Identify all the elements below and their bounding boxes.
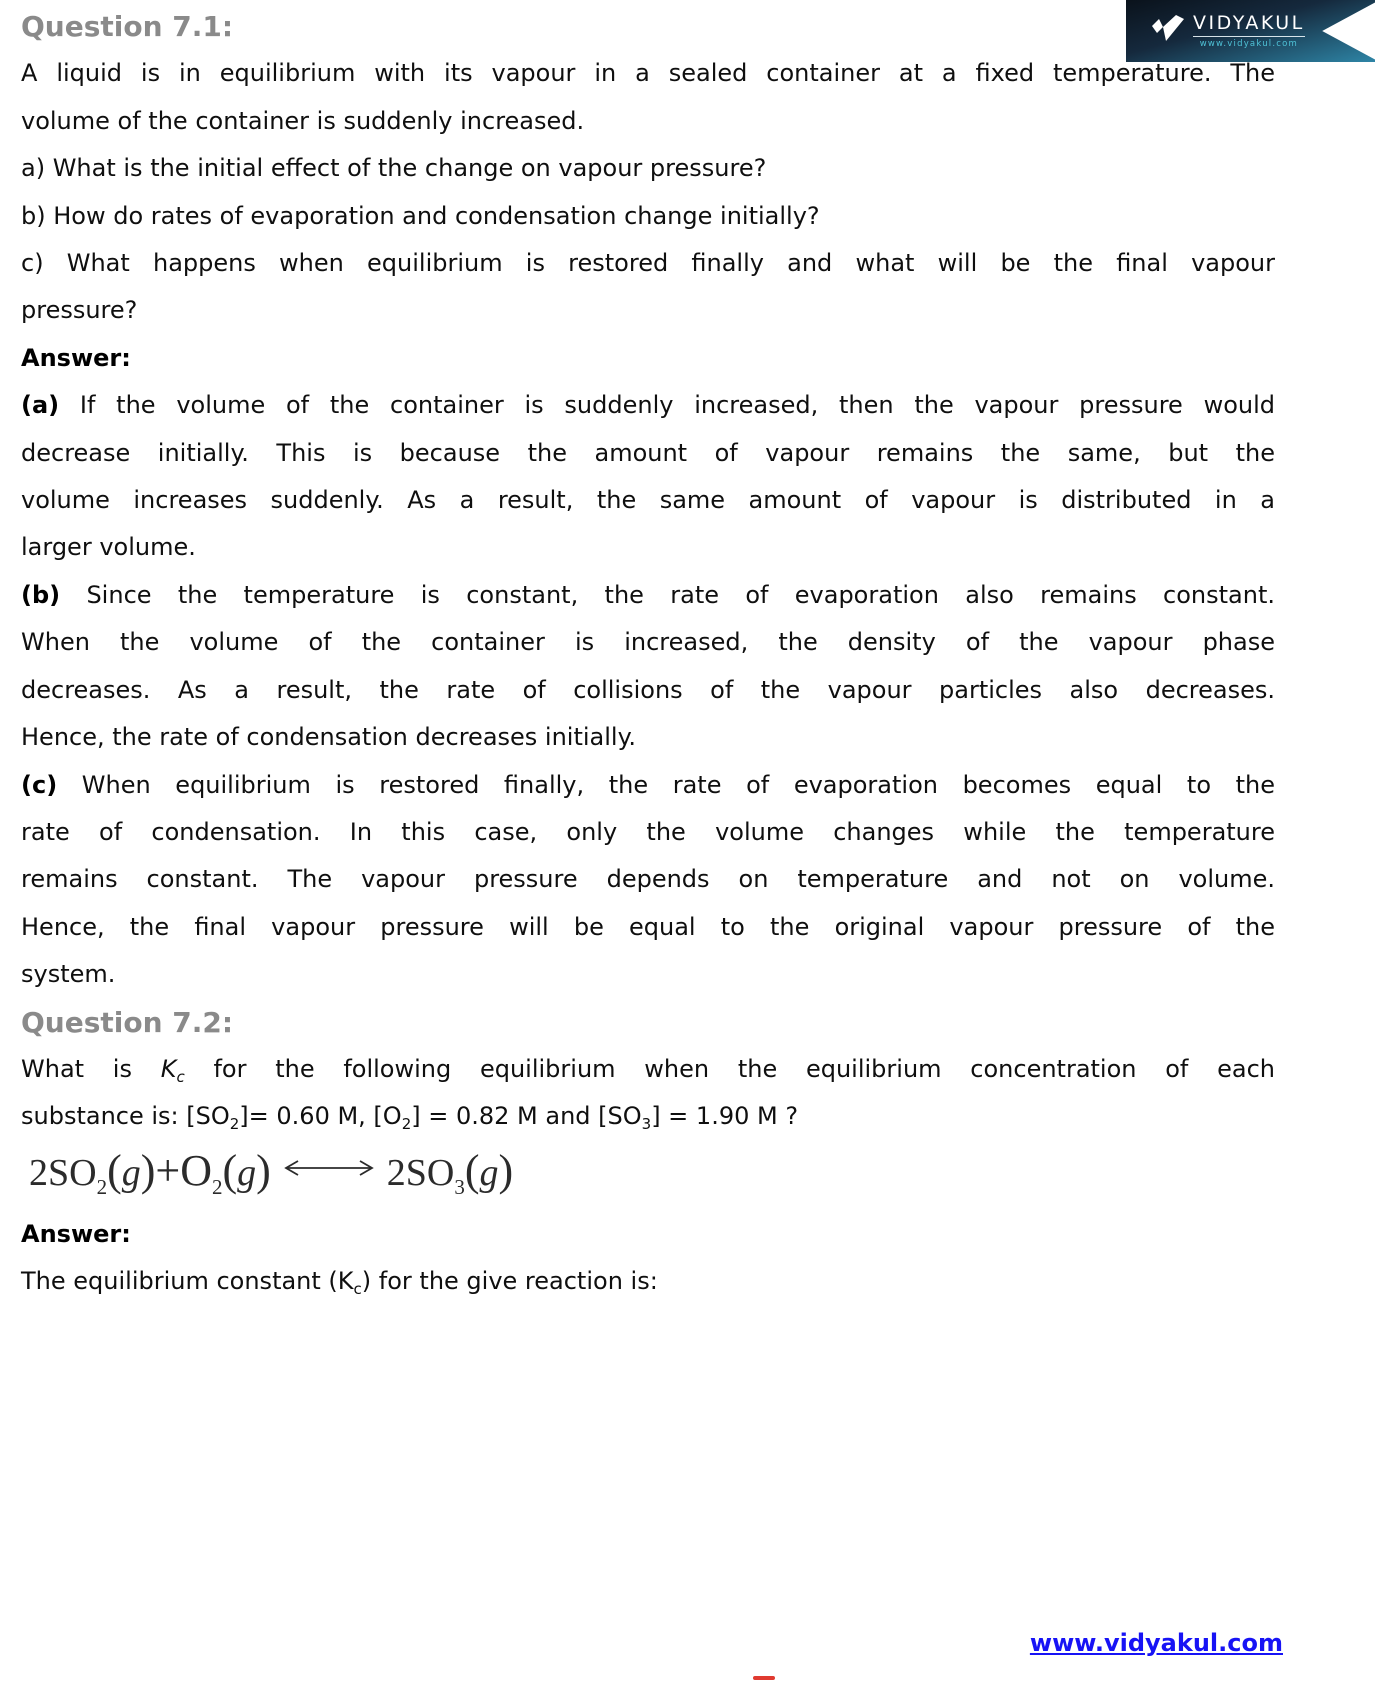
text-span: ] = 1.90 M ? <box>651 1102 799 1131</box>
question-7-1-text <box>21 50 1275 145</box>
text-line: Hence, the final vapour pressure will be equal to the original vapour pressure of the <box>21 912 1275 941</box>
text-line: A liquid is in equilibrium with its vapour in a sealed container at a fixed temperature. The <box>21 59 1275 88</box>
gas-state-symbol: g <box>237 1151 257 1194</box>
eq-paren: ) <box>256 1145 271 1195</box>
eq-subscript: 2 <box>211 1174 223 1199</box>
eq-term: 2SO <box>29 1151 97 1194</box>
text-span: When equilibrium is restored finally, the rate of evaporation becomes equal to the <box>57 770 1275 799</box>
o2-subscript: 2 <box>401 1115 412 1134</box>
text-line: larger volume. <box>21 533 196 562</box>
text-span: Since the temperature is constant, the rate of evaporation also remains constant. <box>60 580 1275 609</box>
part-a-question: a) What is the initial effect of the change on vapour pressure? <box>21 154 767 183</box>
answer-a-prefix: (a) <box>21 391 60 420</box>
text-line <box>21 762 1275 809</box>
text-line <box>21 1046 1275 1093</box>
text-span: for the following equilibrium when the equilibrium concentration of each <box>184 1054 1275 1083</box>
text-line: decreases. As a result, the rate of collisions of the vapour particles also decreases. <box>21 675 1275 704</box>
text-span: ]= 0.60 M, [O <box>239 1102 402 1131</box>
text-span: substance is: [SO <box>21 1102 230 1131</box>
eq-paren: ) <box>498 1145 514 1195</box>
page-bottom-artifact <box>753 1676 775 1680</box>
question-7-1-heading: Question 7.1: <box>21 10 234 43</box>
answer-paragraph-a <box>21 382 1275 572</box>
text-line: volume increases suddenly. As a result, the same amount of vapour is distributed in a <box>21 486 1275 515</box>
answer-c-prefix: (c) <box>21 770 58 799</box>
kc-subscript: c <box>353 1280 362 1299</box>
question-7-2-heading: Question 7.2: <box>21 1005 234 1039</box>
text-span: If the volume of the container is suddenly increased, then the vapour pressure would <box>59 391 1275 420</box>
text-line <box>21 382 1275 429</box>
text-line: When the volume of the container is increased, the density of the vapour phase <box>21 628 1275 657</box>
eq-subscript: 3 <box>454 1174 465 1199</box>
eq-term: 2SO <box>386 1151 455 1194</box>
eq-paren: ( <box>107 1145 122 1195</box>
text-line: Hence, the rate of condensation decreases initially. <box>21 723 636 752</box>
gas-state-symbol: g <box>479 1151 499 1194</box>
text-line: remains constant. The vapour pressure depends on temperature and not on volume. <box>21 865 1275 894</box>
answer-label-2: Answer: <box>21 1219 131 1248</box>
answer-paragraph-b <box>21 572 1275 762</box>
text-line: pressure? <box>21 296 138 325</box>
eq-paren: ( <box>222 1145 238 1195</box>
text-line: volume of the container is suddenly increased. <box>21 106 585 135</box>
question-7-2-text <box>21 1046 1275 1141</box>
answer-paragraph-c <box>21 762 1275 999</box>
text-span: ) for the give reaction is: <box>361 1267 658 1296</box>
text-line: system. <box>21 960 116 989</box>
brand-name: VIDYAKUL <box>1193 13 1305 37</box>
text-line: decrease initially. This is because the amount of vapour remains the same, but the <box>21 438 1275 467</box>
text-span: ] = 0.82 M and [SO <box>411 1102 642 1131</box>
text-span: What is <box>21 1054 161 1083</box>
answer-b-prefix: (b) <box>21 580 61 609</box>
eq-paren: ( <box>464 1145 480 1195</box>
eq-subscript: 2 <box>96 1174 108 1199</box>
so3-subscript: 3 <box>641 1115 652 1134</box>
eq-term: )+O <box>140 1145 212 1195</box>
text-line <box>21 1093 1275 1140</box>
so2-subscript: 2 <box>229 1115 240 1134</box>
part-c-question <box>21 240 1275 335</box>
chemical-equation <box>29 1143 1275 1201</box>
equilibrium-double-arrow-icon <box>281 1157 377 1179</box>
closing-line <box>21 1258 1275 1305</box>
answer-label-1: Answer: <box>21 343 131 372</box>
text-line: c) What happens when equilibrium is restored finally and what will be the final vapour <box>21 249 1275 278</box>
gas-state-symbol: g <box>121 1151 141 1194</box>
kc-symbol: K <box>160 1054 177 1083</box>
brand-url: www.vidyakul.com <box>1199 39 1299 49</box>
text-line <box>21 572 1275 619</box>
text-span: The equilibrium constant (K <box>21 1267 354 1296</box>
kc-subscript: c <box>176 1067 185 1086</box>
footer-website-link[interactable]: www.vidyakul.com <box>1029 1629 1283 1657</box>
text-line: rate of condensation. In this case, only the volume changes while the temperature <box>21 817 1275 846</box>
part-b-question: b) How do rates of evaporation and condensation change initially? <box>21 201 820 230</box>
